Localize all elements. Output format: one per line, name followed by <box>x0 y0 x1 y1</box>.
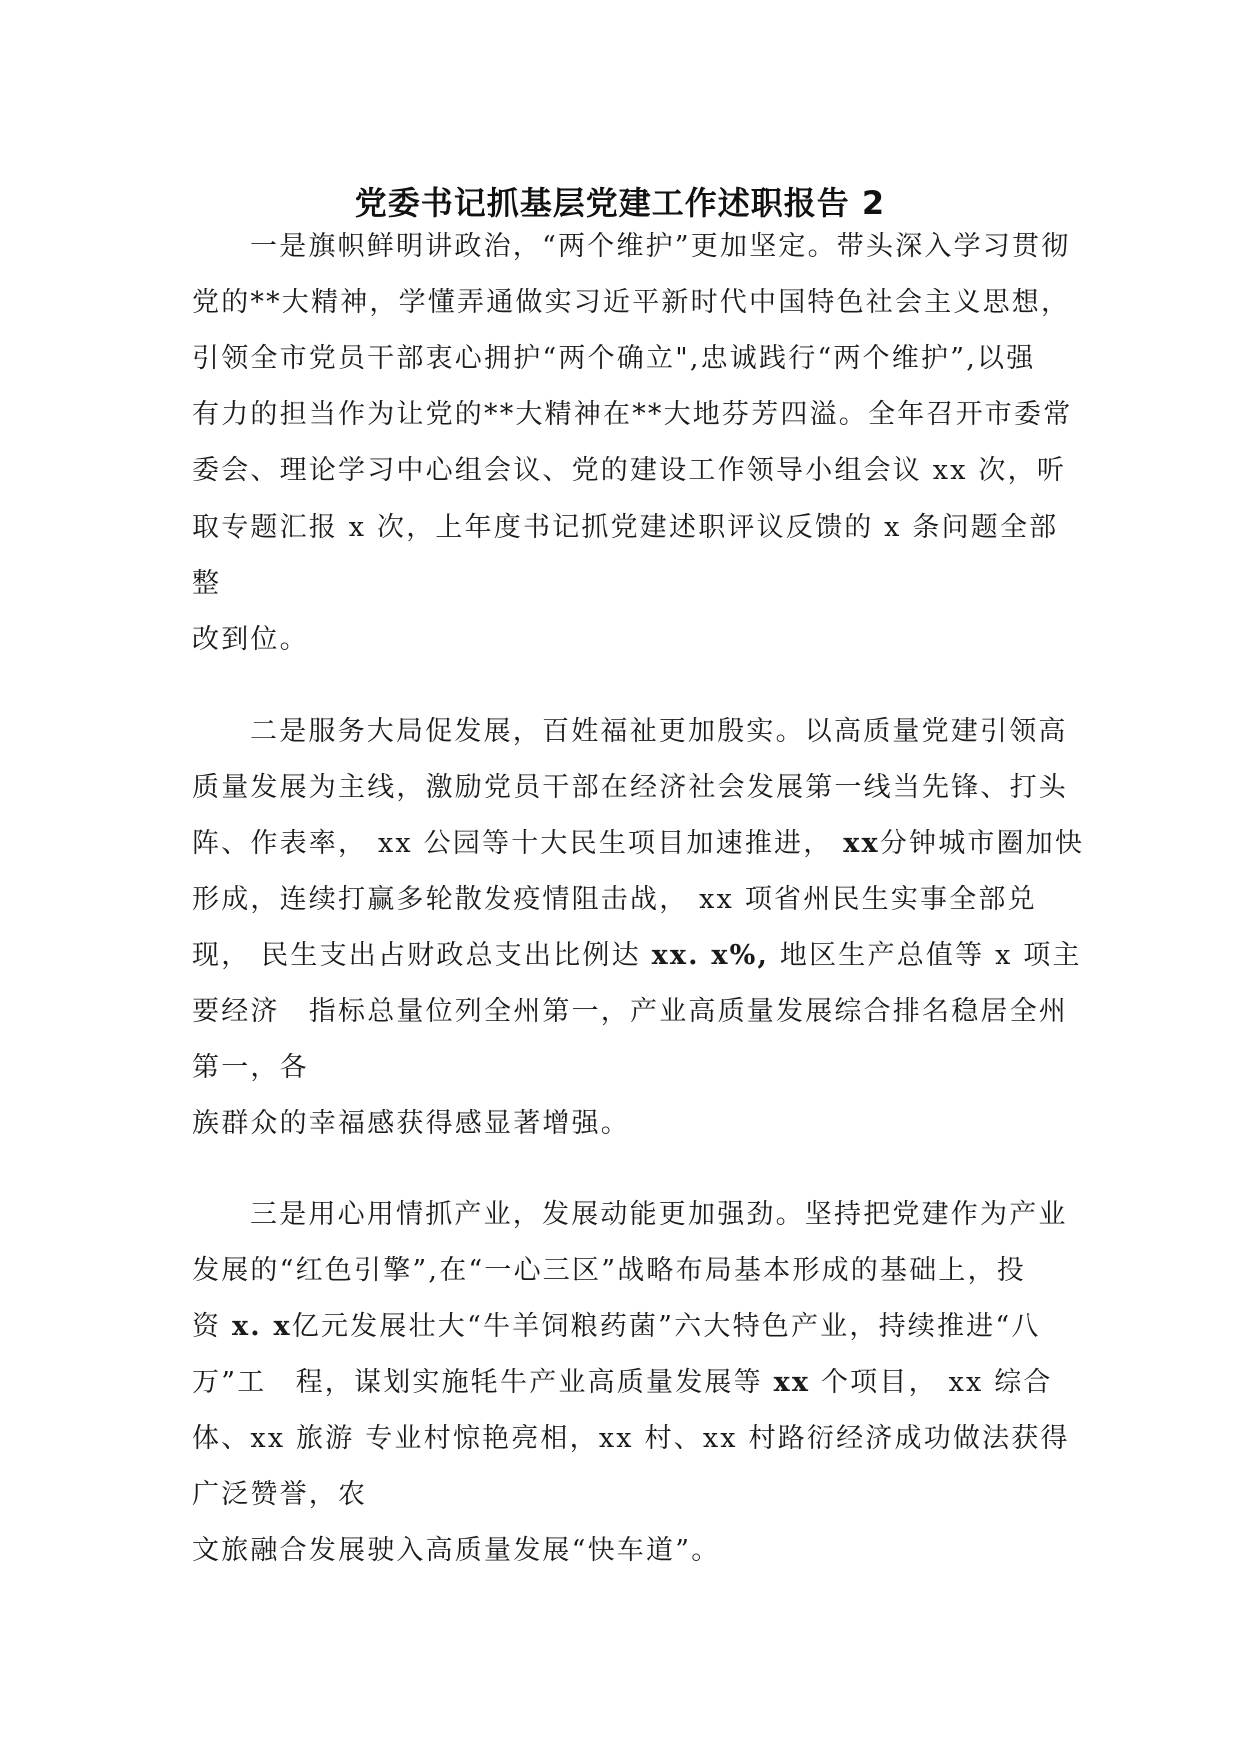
paragraph-3-line-5: 体、xx 旅游 专业村惊艳亮相，xx 村、xx 村路衍经济成功做法获得 <box>192 1423 1070 1454</box>
paragraph-3-line-6: 广泛赞誉，农 <box>192 1479 368 1510</box>
paragraph-1-line-5: 委会、理论学习中心组会议、党的建设工作领导小组会议 xx 次，听 <box>192 455 1067 486</box>
paragraph-2-bold-xx: xx <box>843 828 880 859</box>
paragraph-3-line-3 <box>192 1309 1062 1345</box>
paragraph-2-line-4: 形成，连续打赢多轮散发疫情阻击战， xx 项省州民生实事全部兑 <box>192 884 1037 915</box>
paragraph-3-line-3-part-2: 亿元发展壮大“牛羊饲粮药菌”六大特色产业，持续推进“八 <box>291 1311 1041 1342</box>
paragraph-1-line-2: 党的**大精神，学懂弄通做实习近平新时代中国特色社会主义思想， <box>192 287 1071 318</box>
paragraph-2-line-5 <box>192 938 1082 974</box>
document-title: 党委书记抓基层党建工作述职报告 2 <box>354 184 886 222</box>
paragraph-1-line-3: 引领全市党员干部衷心拥护“两个确立",忠诚践行“两个维护”,以强 <box>192 343 1036 374</box>
paragraph-2-line-5-part-2: 地区生产总值等 x 项主 <box>769 940 1082 971</box>
paragraph-1-line-1: 一是旗帜鲜明讲政治，“两个维护”更加坚定。带头深入学习贯彻 <box>250 231 1071 262</box>
paragraph-1-line-6: 取专题汇报 x 次，上年度书记抓党建述职评议反馈的 x 条问题全部 <box>192 512 1059 543</box>
paragraph-3-line-4-part-2: 个项目， xx 综合 <box>810 1367 1053 1398</box>
paragraph-1-line-4: 有力的担当作为让党的**大精神在**大地芬芳四溢。全年召开市委常 <box>192 399 1073 430</box>
paragraph-2-line-2: 质量发展为主线，激励党员干部在经济社会发展第一线当先锋、打头 <box>192 772 1068 803</box>
paragraph-2-line-3-part-1: 阵、作表率， xx 公园等十大民生项目加速推进， <box>192 828 844 859</box>
paragraph-2-line-5-part-1: 现， 民生支出占财政总支出比例达 <box>192 940 652 971</box>
paragraph-3-line-1: 三是用心用情抓产业，发展动能更加强劲。坚持把党建作为产业 <box>250 1199 1068 1230</box>
paragraph-3-bold-xx: xx <box>773 1367 811 1398</box>
paragraph-2-line-7: 第一，各 <box>192 1052 309 1083</box>
paragraph-3-line-4-part-1: 万”工 程，谋划实施牦牛产业高质量发展等 <box>192 1367 774 1398</box>
paragraph-3-line-7: 文旅融合发展驶入高质量发展“快车道”。 <box>192 1535 721 1566</box>
paragraph-1-line-8: 改到位。 <box>192 624 309 655</box>
paragraph-2-bold-ratio: xx. x%, <box>651 940 770 971</box>
paragraph-3-line-4 <box>192 1365 1062 1401</box>
paragraph-2-line-6: 要经济 指标总量位列全州第一，产业高质量发展综合排名稳居全州 <box>192 996 1068 1027</box>
paragraph-2-line-8: 族群众的幸福感获得感显著增强。 <box>192 1108 630 1139</box>
paragraph-2-line-3 <box>192 826 1085 862</box>
paragraph-3-bold-amount: x. x <box>231 1311 292 1342</box>
paragraph-1-line-7: 整 <box>192 568 222 599</box>
paragraph-3-line-3-part-1: 资 <box>192 1311 232 1342</box>
paragraph-3-line-2: 发展的“红色引擎”,在“一心三区”战略布局基本形成的基础上，投 <box>192 1255 1026 1286</box>
paragraph-2-line-1: 二是服务大局促发展，百姓福祉更加殷实。以高质量党建引领高 <box>250 716 1068 747</box>
paragraph-2-line-3-part-2: 分钟城市圈加快 <box>879 828 1085 859</box>
